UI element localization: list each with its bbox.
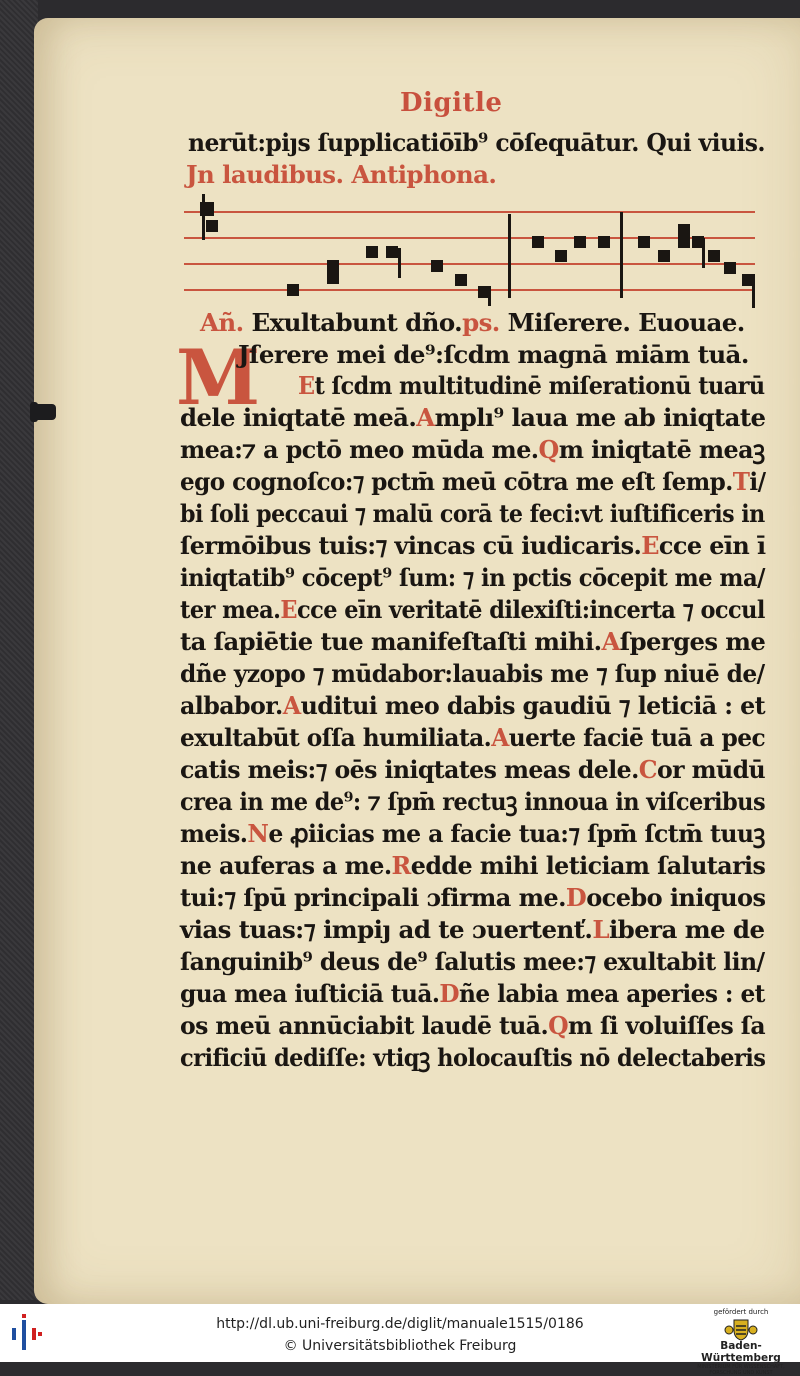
rubric-segment: R — [391, 851, 411, 880]
text-segment: gua mea iuſticiā tuā. — [180, 979, 440, 1008]
text-segment: tui:⁊ ſpū principali ɔfirma me. — [180, 883, 566, 912]
text-segment: dele iniqtatē meā. — [180, 403, 417, 432]
text-line — [180, 531, 765, 561]
text-segment: ter mea. — [180, 595, 281, 624]
text-segment: or mūdū — [656, 755, 766, 784]
text-line — [180, 947, 765, 977]
decorated-initial-M: M — [176, 333, 261, 422]
text-segment: nerūt:piȷs ſupplicatiōīb⁹ cōſequātur. Qui viuis. — [188, 128, 766, 157]
page-tab-marker — [34, 404, 56, 420]
text-segment: uditui meo dabis gaudiū ⁊ leticiā : et — [300, 691, 765, 720]
funder-subtitle: MINISTERIUM FÜR WISSENSCHAFT, FORSCHUNG UND KUNST — [697, 1364, 785, 1376]
text-segment: bi ſoli peccaui ⁊ malū corā te feci:vt iuſtificeris in — [180, 499, 765, 528]
text-line — [180, 787, 765, 817]
text-segment: m iniqtatē meaꝫ — [558, 435, 765, 464]
funding-badge — [686, 1308, 796, 1376]
text-line — [180, 723, 765, 753]
text-segment: edde mihi leticiam ſalutaris — [410, 851, 766, 880]
text-line — [180, 499, 765, 529]
text-segment: ſperges me — [619, 627, 766, 656]
text-segment: ta ſapiētie tue manifeſtaſti mihi. — [180, 627, 602, 656]
rubric-segment: L — [592, 915, 609, 944]
viewer-footer — [0, 1304, 800, 1376]
text-segment: i/ — [749, 467, 766, 496]
rubric-segment: D — [439, 979, 459, 1008]
text-line — [180, 659, 765, 689]
text-segment: ſermōibus tuis:⁊ vincas cū iudicaris. — [180, 531, 642, 560]
rubric-segment: Q — [538, 435, 559, 464]
text-line — [200, 308, 745, 338]
rubric-line — [186, 160, 496, 190]
coat-of-arms-icon — [724, 1318, 758, 1342]
music-staff — [180, 190, 760, 310]
text-segment: Miſerere. Euouae. — [499, 308, 745, 337]
text-segment: ſanguinib⁹ deus de⁹ ſalutis mee:⁊ exultabit lin/ — [180, 947, 765, 976]
rubric-segment: Q — [548, 1011, 569, 1040]
rubric-segment: Añ. — [200, 308, 244, 337]
text-line — [180, 755, 765, 785]
document-url[interactable]: http://dl.ub.uni-freiburg.de/diglit/manuale1515/0186 — [216, 1316, 584, 1332]
text-segment: exultabūt oſſa humiliata. — [180, 723, 492, 752]
rubric-segment: D — [565, 883, 587, 912]
text-line — [180, 979, 765, 1009]
rubric-segment: E — [641, 531, 659, 560]
text-segment: mplı⁹ laua me ab iniqtate — [434, 403, 766, 432]
text-segment: mea:⁊ a pctō meo mūda me. — [180, 435, 539, 464]
text-line — [180, 595, 765, 625]
text-segment: crea in me de⁹: ⁊ ſpm̄ rectuꝫ innoua in viſceribus — [180, 787, 766, 816]
text-segment: ne auferas a me. — [180, 851, 392, 880]
text-line — [180, 467, 765, 497]
rubric-segment: E — [298, 371, 315, 400]
text-line — [180, 1043, 765, 1073]
rubric-segment: A — [601, 627, 620, 656]
rubric-segment: Jn laudibus. Antiphona. — [186, 160, 497, 189]
text-segment: meis. — [180, 819, 248, 848]
text-segment: cce eīn ī — [658, 531, 766, 560]
text-segment: iniqtatib⁹ cōcept⁹ ſum: ⁊ in pctis cōcepit me ma/ — [180, 563, 765, 592]
rubric-segment: A — [416, 403, 435, 432]
text-line — [298, 371, 765, 401]
text-segment: os meū annūciabit laudē tuā. — [180, 1011, 549, 1040]
text-segment: ego cognoſco:⁊ pctm̄ meū cōtra me eſt ſemp. — [180, 467, 733, 496]
text-line — [180, 915, 764, 945]
rubric-segment: A — [491, 723, 509, 752]
rubric-segment: C — [638, 755, 657, 784]
text-line — [180, 403, 765, 433]
text-segment: crificiū dediſſe: vtiqꝫ holocauſtis nō delectaberis — [180, 1043, 766, 1072]
text-segment: Jſerere mei de⁹:ſcdm magnā miām tuā. — [238, 340, 749, 369]
text-line — [238, 340, 749, 370]
text-segment: e ꝓiicias me a facie tua:⁊ ſpm̄ ſctm̄ tuuꝫ — [268, 819, 765, 848]
text-segment: Exultabunt dño. — [243, 308, 463, 337]
text-line — [180, 435, 765, 465]
rubric-segment: E — [280, 595, 297, 624]
text-line — [180, 883, 765, 913]
text-segment: catis meis:⁊ oēs iniqtates meas dele. — [180, 755, 639, 784]
book-binding — [0, 0, 38, 1300]
text-line — [180, 691, 765, 721]
rubric-segment: N — [247, 819, 269, 848]
text-segment: dñe yzopo ⁊ mūdabor:lauabis me ⁊ ſup niuē de/ — [180, 659, 765, 688]
text-segment: cce eīn veritatē dilexiſti:incerta ⁊ occul — [296, 595, 765, 624]
text-segment: albabor. — [180, 691, 283, 720]
text-segment: vias tuas:⁊ impiȷ ad te ɔuertenť. — [180, 915, 593, 944]
text-segment: ocebo iniquos — [586, 883, 766, 912]
text-line — [180, 1011, 765, 1041]
text-segment: uerte faciē tuā a pec — [508, 723, 766, 752]
running-head: Digitle — [400, 88, 503, 118]
copyright-notice: © Universitätsbibliothek Freiburg — [283, 1338, 517, 1354]
funding-label: gefördert durch — [713, 1308, 769, 1316]
rubric-segment: ps. — [462, 308, 500, 337]
text-line — [188, 128, 765, 158]
rubric-segment: T — [732, 467, 750, 496]
text-segment: m ſi voluiſſes ſa — [568, 1011, 765, 1040]
text-line — [180, 851, 765, 881]
text-segment: ñe labia mea aperies : et — [458, 979, 765, 1008]
text-segment: ibera me de — [608, 915, 765, 944]
funder-name: Baden-Württemberg — [701, 1340, 781, 1364]
text-line — [180, 819, 765, 849]
text-segment: t ſcdm multitudinē miſerationū tuarū — [314, 371, 765, 400]
text-line — [180, 563, 765, 593]
rubric-segment: A — [282, 691, 301, 720]
text-line — [180, 627, 765, 657]
